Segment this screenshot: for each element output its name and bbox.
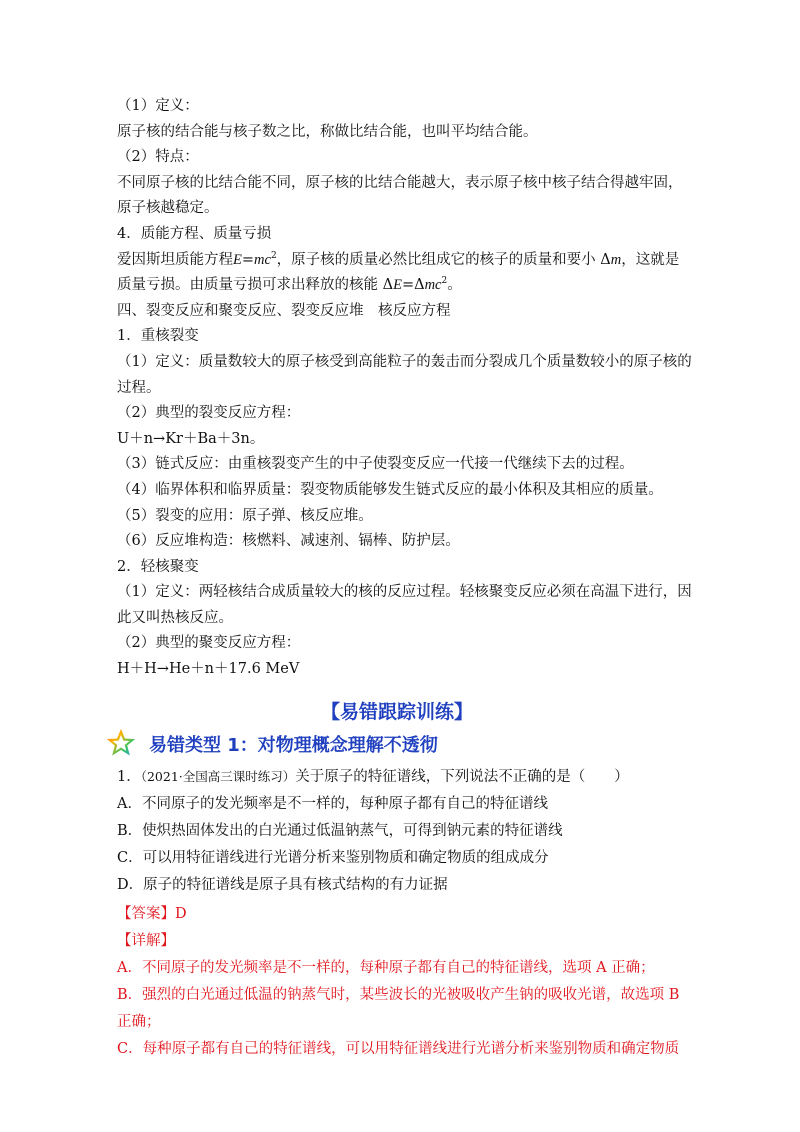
text-line: 原子核的结合能与核子数之比，称做比结合能，也叫平均结合能。: [117, 123, 538, 140]
fission-equation: U＋n→Kr＋Ba＋3n。: [117, 430, 265, 447]
question-text: 关于原子的特征谱线，下列说法不正确的是（ ）: [295, 768, 629, 785]
period: 。: [447, 277, 462, 294]
einstein-suffix: ，原子核的质量必然比组成它的核子的质量和要小 Δ: [276, 251, 611, 268]
option-d: D．原子的特征谱线是原子具有核式结构的有力证据: [117, 876, 448, 893]
fusion-equation: H＋H→He＋n＋17.6 MeV: [117, 661, 300, 678]
option-b: B．使炽热固体发出的白光通过低温钠蒸气，可得到钠元素的特征谱线: [117, 822, 563, 839]
option-c: C．可以用特征谱线进行光谱分析来鉴别物质和确定物质的组成成分: [117, 849, 549, 866]
mass-defect-line: [117, 273, 677, 299]
exponent: 2: [270, 250, 277, 261]
exponent: 2: [441, 276, 448, 287]
symbol-e: E: [393, 277, 402, 294]
detail-line: B．强烈的白光通过低温的钠蒸气时，某些波长的光被吸收产生钠的吸收光谱，故选项 B: [117, 986, 680, 1003]
detail-label: 【详解】: [117, 932, 175, 949]
answer-label: 【答案】: [117, 905, 175, 922]
symbol-mc: mc: [254, 251, 271, 268]
text-line: （1）定义：两轻核结合成质量较大的核的反应过程。轻核聚变反应必须在高温下进行，因: [117, 584, 692, 601]
detail-line: 正确；: [117, 1013, 161, 1030]
text-line: 此又叫热核反应。: [117, 609, 233, 626]
symbol-e: E: [233, 251, 242, 268]
question-number: 1．: [117, 768, 141, 785]
symbol-mc: mc: [424, 277, 442, 294]
text-line: （4）临界体积和临界质量：裂变物质能够发生链式反应的最小体积及其相应的质量。: [117, 481, 663, 498]
symbol-m: m: [610, 251, 622, 268]
star-badge-icon: [103, 725, 139, 761]
einstein-prefix: 爱因斯坦质能方程: [117, 251, 233, 268]
section-title: 【易错跟踪训练】: [320, 700, 473, 723]
text-line: （2）典型的裂变反应方程：: [117, 405, 301, 422]
answer-line: [117, 901, 677, 928]
mass-defect-prefix: 质量亏损。由质量亏损可求出释放的核能 Δ: [117, 277, 394, 294]
subsection-heading: 1．重核裂变: [117, 328, 199, 345]
question-stem: [117, 763, 677, 791]
detail-line: C．每种原子都有自己的特征谱线，可以用特征谱线进行光谱分析来鉴别物质和确定物质: [117, 1040, 680, 1057]
error-type-heading: [117, 729, 677, 763]
text-line: （5）裂变的应用：原子弹、核反应堆。: [117, 507, 373, 524]
subsection-heading: 2．轻核聚变: [117, 558, 199, 575]
error-type-label: 易错类型 1：对物理概念理解不透彻: [149, 734, 438, 756]
option-a: A．不同原子的发光频率是不一样的，每种原子都有自己的特征谱线: [117, 795, 548, 812]
section-heading: 四、裂变反应和聚变反应、裂变反应堆 核反应方程: [117, 302, 451, 319]
detail-line: A．不同原子的发光频率是不一样的，每种原子都有自己的特征谱线，选项 A 正确；: [117, 959, 655, 976]
delta-equals: =Δ: [401, 277, 425, 294]
equals: =: [241, 251, 255, 268]
text-line: 4．质能方程、质量亏损: [117, 225, 272, 242]
text-line: （6）反应堆构造：核燃料、减速剂、镉棒、防护层。: [117, 533, 460, 550]
text-line: （2）特点：: [117, 149, 199, 166]
text-line: （3）链式反应：由重核裂变产生的中子使裂变反应一代接一代继续下去的过程。: [117, 456, 634, 473]
question-source: （2021·全国高三课时练习）: [140, 768, 296, 784]
einstein-suffix2: ，这就是: [621, 251, 680, 268]
text-line: （1）定义：: [117, 98, 199, 114]
text-line: 不同原子核的比结合能不同，原子核的比结合能越大，表示原子核中核子结合得越牢固，: [117, 174, 683, 191]
document-body: [117, 94, 692, 1063]
text-line: 过程。: [117, 379, 161, 396]
einstein-equation-line: [117, 248, 680, 274]
answer-value: D: [175, 905, 187, 922]
text-line: （1）定义：质量数较大的原子核受到高能粒子的轰击而分裂成几个质量数较小的原子核的: [117, 353, 692, 370]
text-line: （2）典型的聚变反应方程：: [117, 635, 301, 652]
text-line: 原子核越稳定。: [117, 200, 219, 217]
